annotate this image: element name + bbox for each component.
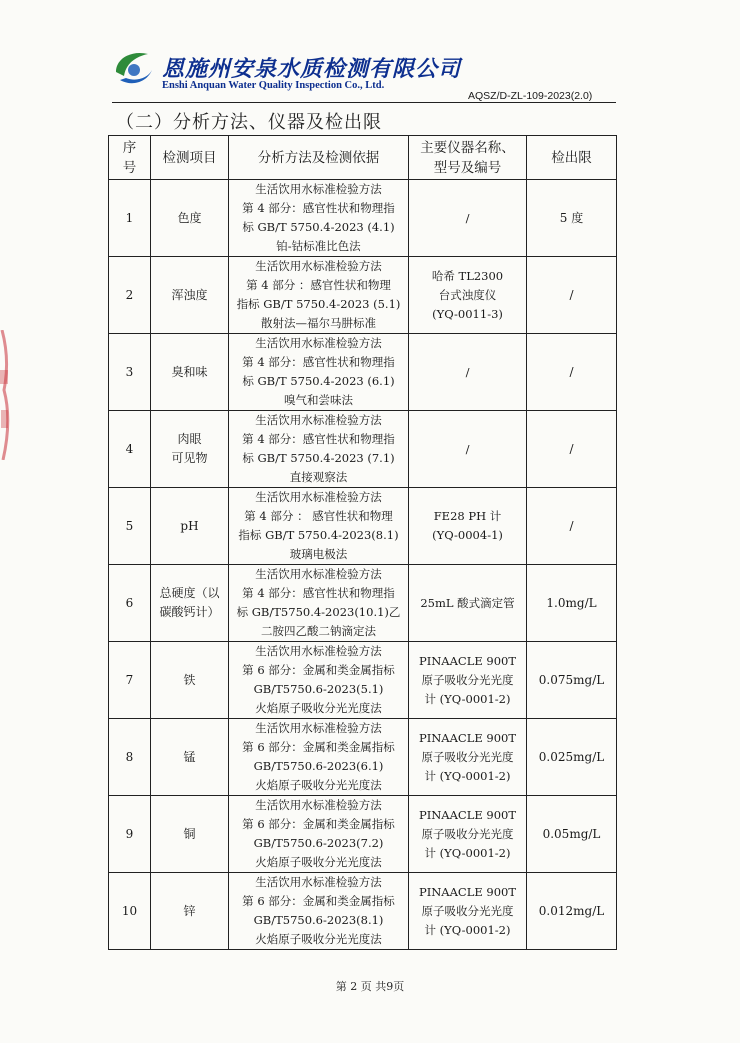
row-item xyxy=(151,565,229,642)
row-no: 3 xyxy=(109,334,151,411)
row-item-line: 可见物 xyxy=(171,451,208,465)
method-line: 第 4 部分：感官性状和物理指 xyxy=(242,586,395,600)
row-limit: 5 度 xyxy=(527,180,617,257)
method-line: 二胺四乙酸二钠滴定法 xyxy=(261,624,376,638)
header-divider xyxy=(112,102,616,103)
row-no: 2 xyxy=(109,257,151,334)
instrument-line: (YQ-0011-3) xyxy=(432,306,503,321)
row-instrument xyxy=(409,488,527,565)
row-instrument xyxy=(409,796,527,873)
method-line: 生活饮用水标准检验方法 xyxy=(255,875,382,889)
document-code: AQSZ/D-ZL-109-2023(2.0) xyxy=(468,90,593,102)
header-instrument: 主要仪器名称、型号及编号 xyxy=(409,136,527,180)
row-method xyxy=(229,642,409,719)
instrument-line: 计 (YQ-0001-2) xyxy=(424,691,511,706)
methods-table xyxy=(108,135,617,950)
row-item: 臭和味 xyxy=(151,334,229,411)
method-line: 玻璃电极法 xyxy=(289,547,348,561)
row-instrument xyxy=(409,334,527,411)
row-instrument xyxy=(409,719,527,796)
row-item-line: 总硬度（以 xyxy=(159,586,220,600)
row-no: 4 xyxy=(109,411,151,488)
table-row xyxy=(109,411,617,488)
row-instrument xyxy=(409,873,527,950)
row-item-line: 碳酸钙计） xyxy=(159,605,220,619)
method-line: GB/T5750.6-2023(6.1) xyxy=(253,759,384,773)
table-row xyxy=(109,642,617,719)
row-no: 7 xyxy=(109,642,151,719)
method-line: 生活饮用水标准检验方法 xyxy=(255,721,382,735)
company-logo-icon xyxy=(112,50,156,88)
method-line: 铂-钴标准比色法 xyxy=(276,239,361,253)
method-line: 生活饮用水标准检验方法 xyxy=(255,798,382,812)
row-method xyxy=(229,873,409,950)
method-line: 第 6 部分：金属和类金属指标 xyxy=(242,663,395,677)
row-item: pH xyxy=(151,488,229,565)
table-row xyxy=(109,257,617,334)
row-limit: / xyxy=(527,411,617,488)
row-no: 1 xyxy=(109,180,151,257)
method-line: GB/T5750.6-2023(8.1) xyxy=(253,913,384,927)
method-line: 生活饮用水标准检验方法 xyxy=(255,644,382,658)
method-line: 直接观察法 xyxy=(289,470,348,484)
row-limit: 0.025mg/L xyxy=(527,719,617,796)
method-line: 火焰原子吸收分光光度法 xyxy=(255,778,382,792)
instrument-line: 计 (YQ-0001-2) xyxy=(424,845,511,860)
instrument-line: PINAACLE 900T xyxy=(418,884,517,899)
header-item: 检测项目 xyxy=(151,136,229,180)
instrument-line: 25mL 酸式滴定管 xyxy=(420,595,515,610)
row-no: 6 xyxy=(109,565,151,642)
instrument-line: PINAACLE 900T xyxy=(418,730,517,745)
instrument-line: FE28 PH 计 xyxy=(433,509,502,523)
method-line: 第 6 部分：金属和类金属指标 xyxy=(242,740,395,754)
header-no: 序号 xyxy=(109,136,151,180)
row-method xyxy=(229,488,409,565)
instrument-line: 计 (YQ-0001-2) xyxy=(424,922,511,937)
instrument-line: / xyxy=(465,364,470,379)
row-item: 色度 xyxy=(151,180,229,257)
method-line: 标 GB/T5750.4-2023(10.1)乙 xyxy=(236,605,401,619)
header-method: 分析方法及检测依据 xyxy=(229,136,409,180)
row-method xyxy=(229,411,409,488)
row-instrument xyxy=(409,642,527,719)
row-instrument xyxy=(409,565,527,642)
company-name-cn: 恩施州安泉水质检测有限公司 xyxy=(162,56,462,82)
row-limit: 0.05mg/L xyxy=(527,796,617,873)
instrument-line: 计 (YQ-0001-2) xyxy=(424,768,511,783)
table-row xyxy=(109,873,617,950)
row-no: 9 xyxy=(109,796,151,873)
method-line: 第 4 部分 ： 感官性状和物理 xyxy=(244,509,393,523)
row-limit: 0.012mg/L xyxy=(527,873,617,950)
method-line: 火焰原子吸收分光光度法 xyxy=(255,701,382,715)
row-method xyxy=(229,796,409,873)
method-line: 指标 GB/T 5750.4-2023(8.1) xyxy=(238,528,399,542)
table-row xyxy=(109,719,617,796)
row-item: 锰 xyxy=(151,719,229,796)
instrument-line: 哈希 TL2300 xyxy=(431,268,504,283)
instrument-line: PINAACLE 900T xyxy=(418,807,517,822)
method-line: 第 4 部分：感官性状和物理指 xyxy=(242,432,395,446)
row-item-line: 肉眼 xyxy=(177,432,202,446)
row-method xyxy=(229,334,409,411)
instrument-line: PINAACLE 900T xyxy=(418,653,517,668)
row-method xyxy=(229,565,409,642)
row-limit: 0.075mg/L xyxy=(527,642,617,719)
method-line: 生活饮用水标准检验方法 xyxy=(255,490,382,504)
row-limit: / xyxy=(527,488,617,565)
table-row xyxy=(109,565,617,642)
instrument-line: 原子吸收分光光度 xyxy=(421,903,514,918)
table-row xyxy=(109,796,617,873)
instrument-line: 台式浊度仪 xyxy=(438,287,497,302)
method-line: 火焰原子吸收分光光度法 xyxy=(255,932,382,946)
row-method xyxy=(229,257,409,334)
row-no: 10 xyxy=(109,873,151,950)
company-name-en: Enshi Anquan Water Quality Inspection Co., Ltd. xyxy=(162,80,385,91)
row-item: 铁 xyxy=(151,642,229,719)
table-row xyxy=(109,180,617,257)
method-line: 生活饮用水标准检验方法 xyxy=(255,336,382,350)
row-no: 5 xyxy=(109,488,151,565)
instrument-line: (YQ-0004-1) xyxy=(432,528,503,542)
row-no: 8 xyxy=(109,719,151,796)
method-line: GB/T5750.6-2023(5.1) xyxy=(253,682,384,696)
method-line: 生活饮用水标准检验方法 xyxy=(255,182,382,196)
seal-stamp-edge xyxy=(0,330,14,460)
method-line: 第 4 部分：感官性状和物理指 xyxy=(242,355,395,369)
row-item: 锌 xyxy=(151,873,229,950)
method-line: 嗅气和尝味法 xyxy=(284,393,353,407)
method-line: 标 GB/T 5750.4-2023 (6.1) xyxy=(242,374,395,388)
row-instrument xyxy=(409,257,527,334)
row-limit: / xyxy=(527,257,617,334)
method-line: 第 4 部分 ：感官性状和物理 xyxy=(246,278,391,292)
instrument-line: / xyxy=(465,210,470,225)
row-instrument xyxy=(409,411,527,488)
table-header-row xyxy=(109,136,617,180)
table-row xyxy=(109,488,617,565)
instrument-line: 原子吸收分光光度 xyxy=(421,826,514,841)
page-number: 第 2 页 共9页 xyxy=(335,980,405,993)
method-line: GB/T5750.6-2023(7.2) xyxy=(253,836,384,850)
method-line: 标 GB/T 5750.4-2023 (7.1) xyxy=(242,451,395,465)
method-line: 第 6 部分：金属和类金属指标 xyxy=(242,817,395,831)
method-line: 生活饮用水标准检验方法 xyxy=(255,413,382,427)
instrument-line: 原子吸收分光光度 xyxy=(421,749,514,764)
row-instrument xyxy=(409,180,527,257)
row-method xyxy=(229,180,409,257)
row-limit: / xyxy=(527,334,617,411)
row-item: 铜 xyxy=(151,796,229,873)
method-line: 生活饮用水标准检验方法 xyxy=(255,259,382,273)
table-row xyxy=(109,334,617,411)
row-method xyxy=(229,719,409,796)
method-line: 生活饮用水标准检验方法 xyxy=(255,567,382,581)
method-line: 指标 GB/T 5750.4-2023 (5.1) xyxy=(236,297,401,311)
method-line: 散射法—福尔马肼标准 xyxy=(261,316,376,330)
row-item: 浑浊度 xyxy=(151,257,229,334)
instrument-line: 原子吸收分光光度 xyxy=(421,672,514,687)
method-line: 第 6 部分：金属和类金属指标 xyxy=(242,894,395,908)
method-line: 标 GB/T 5750.4-2023 (4.1) xyxy=(242,220,395,234)
method-line: 第 4 部分：感官性状和物理指 xyxy=(242,201,395,215)
row-item xyxy=(151,411,229,488)
instrument-line: / xyxy=(465,441,470,456)
method-line: 火焰原子吸收分光光度法 xyxy=(255,855,382,869)
row-limit: 1.0mg/L xyxy=(527,565,617,642)
section-title: （二）分析方法、仪器及检出限 xyxy=(116,112,382,133)
header-limit: 检出限 xyxy=(527,136,617,180)
